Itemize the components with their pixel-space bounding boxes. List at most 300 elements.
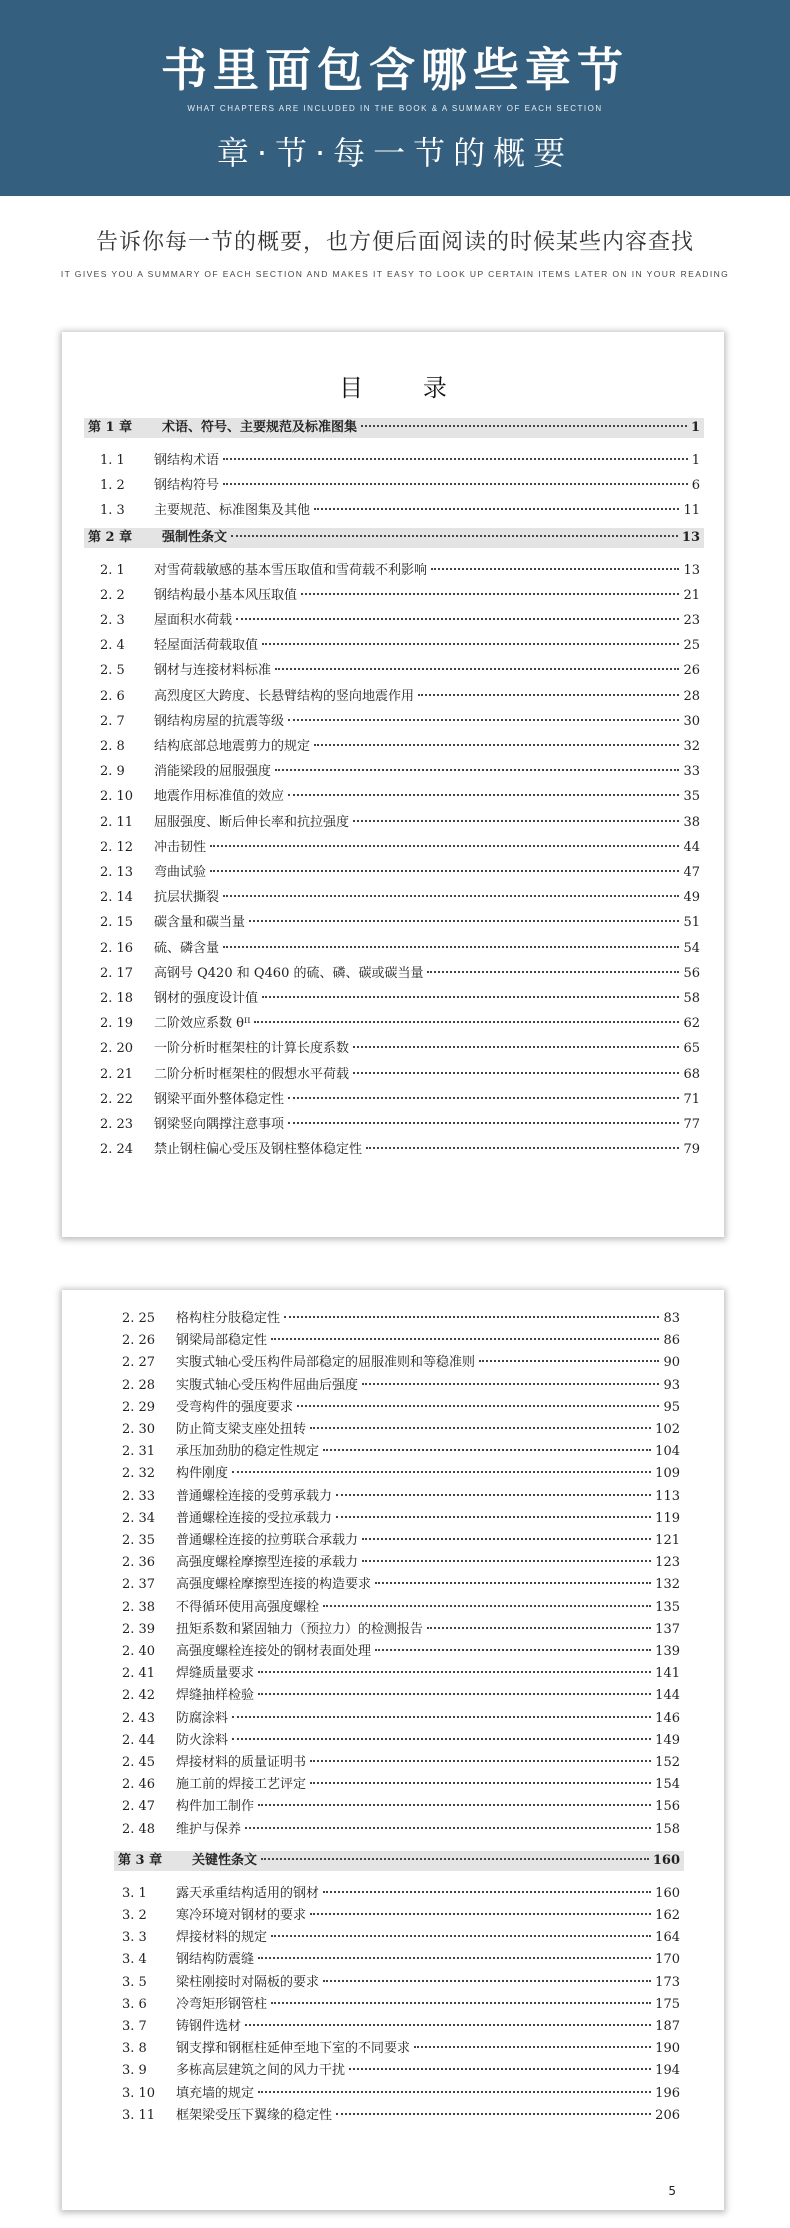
- toc-number: 2. 47: [122, 1799, 156, 1815]
- toc-page-number: 175: [655, 1996, 680, 2012]
- toc-leader-dots: [366, 1147, 679, 1149]
- toc-entry-row[interactable]: [122, 2062, 680, 2080]
- toc-page-number: 21: [683, 587, 700, 603]
- toc-number: 2. 2: [100, 587, 125, 603]
- toc-leader-dots: [275, 668, 679, 670]
- toc-title: 轻屋面活荷载取值: [154, 638, 259, 654]
- banner-subtitle-en: WHAT CHAPTERS ARE INCLUDED IN THE BOOK & A SUMMARY OF EACH SECTION: [187, 104, 603, 113]
- toc-title: 承压加劲肋的稳定性规定: [176, 1444, 320, 1460]
- toc-page-number: 44: [683, 839, 700, 855]
- toc-number: 2. 22: [100, 1091, 134, 1107]
- toc-number: 2. 10: [100, 789, 134, 805]
- toc-title: 强制性条文: [162, 529, 228, 545]
- toc-title: 防止简支梁支座处扭转: [176, 1422, 307, 1437]
- toc-entry-row[interactable]: [122, 1332, 680, 1350]
- toc-page-number: 160: [652, 1852, 680, 1868]
- toc-page-number: 35: [683, 789, 700, 805]
- toc-number: 2. 38: [122, 1599, 156, 1615]
- toc-page-number: 13: [681, 529, 700, 545]
- toc-chapter-row[interactable]: [84, 418, 704, 438]
- toc-number: 3. 8: [122, 2041, 147, 2057]
- toc-entry-row[interactable]: [122, 1776, 680, 1794]
- toc-title: 钢结构防震缝: [176, 1952, 255, 1968]
- toc-leader-dots: [288, 719, 679, 721]
- toc-number: 2. 16: [100, 940, 134, 956]
- toc-number: 2. 17: [100, 965, 134, 981]
- toc-page-number: 104: [655, 1444, 680, 1460]
- toc-entry-row[interactable]: [122, 1710, 680, 1728]
- toc-number: 3. 4: [122, 1952, 147, 1968]
- toc-page-1: [62, 332, 724, 1237]
- toc-leader-dots: [223, 458, 688, 460]
- toc-entry-row[interactable]: [122, 1599, 680, 1617]
- toc-number: 2. 33: [122, 1488, 156, 1504]
- toc-number: 第 1 章: [88, 420, 133, 435]
- toc-page-number: 32: [683, 739, 700, 754]
- toc-entry-row[interactable]: [122, 1354, 680, 1372]
- toc-number: 2. 48: [122, 1821, 156, 1837]
- toc-leader-dots: [349, 2068, 651, 2070]
- toc-entry-row[interactable]: [122, 1443, 680, 1461]
- toc-number: 2. 26: [122, 1333, 156, 1349]
- toc-page-number: 206: [655, 2107, 680, 2123]
- toc-title: 冲击韧性: [154, 839, 207, 855]
- toc-title: 受弯构件的强度要求: [176, 1399, 294, 1415]
- toc-title: 格构柱分肢稳定性: [176, 1311, 281, 1326]
- toc-page-number: 79: [683, 1142, 700, 1158]
- toc-number: 2. 7: [100, 713, 125, 729]
- toc-entry-row[interactable]: [100, 788, 700, 806]
- toc-leader-dots: [232, 1738, 651, 1740]
- toc-number: 2. 15: [100, 915, 134, 931]
- toc-title: 实腹式轴心受压构件局部稳定的屈服准则和等稳准则: [176, 1355, 476, 1371]
- toc-page-number: 56: [683, 965, 700, 981]
- toc-entry-row[interactable]: [122, 1665, 680, 1683]
- toc-title: 弯曲试验: [154, 865, 207, 880]
- toc-number: 3. 10: [122, 2085, 156, 2101]
- toc-leader-dots: [262, 996, 679, 998]
- toc-entry-row[interactable]: [100, 738, 700, 756]
- toc-entry-row[interactable]: [100, 477, 700, 495]
- toc-entry-row[interactable]: [122, 1885, 680, 1903]
- toc-page-number: 25: [683, 638, 700, 654]
- toc-entry-row[interactable]: [100, 1141, 700, 1159]
- toc-page-number: 162: [655, 1908, 680, 1923]
- toc-leader-dots: [258, 1804, 651, 1806]
- toc-leader-dots: [258, 1671, 651, 1673]
- toc-entry-row[interactable]: [100, 914, 700, 932]
- toc-page-number: 113: [655, 1488, 680, 1504]
- toc-number: 2. 1: [100, 562, 125, 578]
- toc-entry-row[interactable]: [100, 612, 700, 630]
- toc-leader-dots: [336, 1494, 651, 1496]
- toc-leader-dots: [418, 694, 679, 696]
- toc-number: 2. 39: [122, 1621, 156, 1637]
- toc-title: 钢结构符号: [154, 478, 220, 494]
- toc-leader-dots: [362, 1538, 651, 1540]
- toc-leader-dots: [258, 1693, 651, 1695]
- toc-number: 2. 32: [122, 1466, 156, 1482]
- toc-title: 普通螺栓连接的受剪承载力: [176, 1488, 333, 1504]
- toc-number: 2. 46: [122, 1777, 156, 1793]
- toc-leader-dots: [223, 946, 679, 948]
- toc-page-number: 164: [655, 1930, 680, 1946]
- toc-entry-row[interactable]: [122, 1821, 680, 1839]
- toc-leader-dots: [249, 920, 679, 922]
- toc-page-number: 119: [655, 1510, 680, 1526]
- toc-entry-row[interactable]: [100, 1066, 700, 1084]
- toc-entry-row[interactable]: [100, 1116, 700, 1134]
- toc-entry-row[interactable]: [100, 990, 700, 1008]
- toc-leader-dots: [210, 870, 679, 872]
- toc-title: 防腐涂料: [176, 1710, 229, 1726]
- toc-entry-row[interactable]: [100, 662, 700, 680]
- toc-number: 2. 12: [100, 839, 134, 855]
- toc-leader-dots: [427, 1627, 651, 1629]
- toc-entry-row[interactable]: [122, 1532, 680, 1550]
- toc-number: 2. 5: [100, 663, 125, 679]
- banner-subtitle-cn: 章·节·每一节的概要: [216, 134, 574, 172]
- toc-page-number: 196: [655, 2085, 680, 2101]
- toc-leader-dots: [323, 1891, 651, 1893]
- toc-page-number: 173: [655, 1974, 680, 1990]
- toc-number: 2. 9: [100, 764, 125, 780]
- toc-entry-row[interactable]: [122, 1421, 680, 1439]
- toc-leader-dots: [210, 845, 679, 847]
- toc-entry-row[interactable]: [122, 1951, 680, 1969]
- toc-number: 2. 4: [100, 638, 125, 654]
- toc-entry-row[interactable]: [122, 2018, 680, 2036]
- toc-title: 屋面积水荷载: [154, 613, 233, 628]
- toc-number: 3. 6: [122, 1996, 147, 2012]
- toc-title: 施工前的焊接工艺评定: [176, 1777, 307, 1793]
- toc-title: 抗层状撕裂: [154, 890, 220, 906]
- toc-page-number: 135: [655, 1599, 680, 1615]
- toc-entry-row[interactable]: [122, 1377, 680, 1395]
- toc-page-number: 65: [683, 1041, 700, 1057]
- toc-leader-dots: [479, 1360, 659, 1362]
- toc-number: 2. 30: [122, 1422, 156, 1437]
- toc-entry-row[interactable]: [100, 587, 700, 605]
- toc-page-number: 170: [655, 1952, 680, 1968]
- toc-number: 2. 31: [122, 1444, 156, 1460]
- toc-leader-dots: [284, 1316, 659, 1318]
- toc-page-number: 68: [683, 1066, 700, 1082]
- toc-number: 2. 28: [122, 1377, 156, 1393]
- toc-entry-row[interactable]: [122, 1621, 680, 1639]
- toc-number: 2. 25: [122, 1311, 156, 1326]
- toc-number: 2. 13: [100, 865, 134, 880]
- toc-title: 钢支撑和钢框柱延伸至地下室的不同要求: [176, 2041, 411, 2057]
- toc-leader-dots: [362, 1560, 651, 1562]
- toc-page-number: 141: [655, 1666, 680, 1682]
- toc-title: 高强度螺栓连接处的钢材表面处理: [176, 1644, 372, 1659]
- toc-number: 2. 8: [100, 739, 125, 754]
- toc-page-number: 23: [683, 613, 700, 628]
- toc-entry-row[interactable]: [100, 688, 700, 706]
- toc-title: 框架梁受压下翼缘的稳定性: [176, 2107, 333, 2123]
- toc-page-number: 77: [683, 1117, 700, 1132]
- toc-number: 2. 34: [122, 1510, 156, 1526]
- toc-title: 碳含量和碳当量: [154, 915, 246, 931]
- toc-leader-dots: [375, 1582, 651, 1584]
- toc-number: 2. 42: [122, 1688, 156, 1704]
- toc-title: 高烈度区大跨度、长悬臂结构的竖向地震作用: [154, 688, 415, 704]
- toc-page-number: 71: [683, 1091, 700, 1107]
- toc-leader-dots: [245, 1827, 651, 1829]
- toc-title: 铸钢件选材: [176, 2019, 242, 2034]
- toc-title: 构件加工制作: [176, 1799, 255, 1815]
- toc-title: 普通螺栓连接的拉剪联合承载力: [176, 1533, 359, 1548]
- toc-number: 1. 2: [100, 478, 125, 494]
- toc-leader-dots: [223, 895, 679, 897]
- toc-title: 普通螺栓连接的受拉承载力: [176, 1510, 333, 1526]
- toc-leader-dots: [361, 425, 687, 427]
- toc-entry-row[interactable]: [122, 1798, 680, 1816]
- toc-leader-dots: [310, 1782, 651, 1784]
- toc-title: 多栋高层建筑之间的风力干扰: [176, 2063, 346, 2079]
- toc-leader-dots: [336, 1516, 651, 1518]
- toc-heading-left: 目: [339, 374, 364, 402]
- toc-entry-row[interactable]: [122, 1732, 680, 1750]
- toc-title: 屈服强度、断后伸长率和抗拉强度: [154, 814, 350, 830]
- toc-page-number: 102: [655, 1422, 680, 1437]
- toc-entry-row[interactable]: [100, 637, 700, 655]
- toc-page-number: 139: [655, 1644, 680, 1659]
- toc-title: 禁止钢柱偏心受压及钢柱整体稳定性: [154, 1142, 363, 1158]
- toc-title: 主要规范、标准图集及其他: [154, 503, 311, 519]
- toc-entry-row[interactable]: [100, 763, 700, 781]
- toc-entry-row[interactable]: [122, 1907, 680, 1925]
- toc-entry-row[interactable]: [100, 1015, 700, 1033]
- toc-entry-row[interactable]: [100, 502, 700, 520]
- toc-entry-row[interactable]: [122, 1465, 680, 1483]
- toc-title: 焊缝质量要求: [176, 1666, 255, 1682]
- toc-leader-dots: [353, 820, 679, 822]
- toc-title: 二阶分析时框架柱的假想水平荷载: [154, 1066, 350, 1082]
- toc-page-number: 146: [655, 1710, 680, 1726]
- toc-number: 2. 6: [100, 688, 125, 704]
- page-number: 5: [668, 2184, 676, 2198]
- banner-title: 书里面包含哪些章节: [161, 43, 629, 97]
- toc-entry-row[interactable]: [100, 452, 700, 470]
- toc-page-number: 121: [655, 1533, 680, 1548]
- toc-entry-row[interactable]: [100, 839, 700, 857]
- toc-leader-dots: [245, 2024, 651, 2026]
- toc-page-number: 47: [683, 865, 700, 880]
- toc-page-number: 30: [683, 713, 700, 729]
- toc-number: 2. 35: [122, 1533, 156, 1548]
- toc-number: 2. 41: [122, 1666, 156, 1682]
- toc-leader-dots: [301, 593, 679, 595]
- toc-number: 2. 3: [100, 613, 125, 628]
- toc-leader-dots: [232, 1471, 651, 1473]
- toc-title: 钢结构房屋的抗震等级: [154, 713, 285, 729]
- toc-number: 2. 37: [122, 1577, 156, 1593]
- toc-entry-row[interactable]: [122, 1754, 680, 1772]
- toc-leader-dots: [353, 1046, 679, 1048]
- toc-entry-row[interactable]: [122, 1554, 680, 1572]
- toc-leader-dots: [375, 1649, 651, 1651]
- toc-leader-dots: [288, 794, 679, 796]
- toc-page-number: 49: [683, 890, 700, 906]
- toc-entry-row[interactable]: [100, 1091, 700, 1109]
- toc-title: 钢梁局部稳定性: [176, 1333, 268, 1349]
- toc-page-number: 190: [655, 2041, 680, 2057]
- toc-leader-dots: [427, 971, 679, 973]
- toc-number: 2. 23: [100, 1117, 134, 1132]
- toc-leader-dots: [414, 2046, 651, 2048]
- toc-entry-row[interactable]: [122, 1488, 680, 1506]
- toc-number: 2. 11: [100, 814, 134, 830]
- toc-heading-right: 录: [422, 374, 447, 402]
- toc-number: 3. 1: [122, 1885, 147, 1901]
- toc-page-number: 38: [683, 814, 700, 830]
- toc-page-2: [62, 1290, 724, 2210]
- toc-title: 构件刚度: [176, 1466, 229, 1482]
- toc-number: 2. 40: [122, 1644, 156, 1659]
- toc-entry-row[interactable]: [100, 713, 700, 731]
- toc-entry-row[interactable]: [122, 1510, 680, 1528]
- toc-number: 3. 11: [122, 2107, 156, 2123]
- toc-leader-dots: [297, 1405, 659, 1407]
- toc-title: 防火涂料: [176, 1732, 229, 1748]
- toc-leader-dots: [262, 643, 679, 645]
- toc-number: 2. 45: [122, 1755, 156, 1770]
- toc-page-number: 26: [683, 663, 700, 679]
- toc-leader-dots: [323, 1605, 651, 1607]
- toc-page-number: 149: [655, 1732, 680, 1748]
- toc-number: 2. 27: [122, 1355, 156, 1371]
- toc-page-number: 154: [655, 1777, 680, 1793]
- toc-page-number: 58: [683, 991, 700, 1006]
- toc-title: 焊接材料的规定: [176, 1930, 268, 1946]
- toc-title: 钢结构术语: [154, 453, 220, 468]
- toc-title: 焊缝抽样检验: [176, 1688, 255, 1704]
- toc-entry-row[interactable]: [100, 889, 700, 907]
- header-banner: [0, 0, 790, 196]
- tagline-en: IT GIVES YOU A SUMMARY OF EACH SECTION AND MAKES IT EASY TO LOOK UP CERTAIN ITEMS LATER ON IN YOUR READING: [60, 269, 730, 279]
- toc-page-number: 1: [690, 420, 700, 435]
- toc-page-number: 132: [655, 1577, 680, 1593]
- toc-page-number: 62: [683, 1016, 700, 1032]
- toc-chapter-row[interactable]: [84, 528, 704, 548]
- tagline: 告诉你每一节的概要，也方便后面阅读的时候某些内容查找: [95, 230, 694, 255]
- toc-entry-row[interactable]: [122, 1643, 680, 1661]
- toc-leader-dots: [323, 1449, 651, 1451]
- toc-entry-row[interactable]: [100, 1040, 700, 1058]
- toc-leader-dots: [261, 1858, 649, 1860]
- toc-title: 硫、磷含量: [154, 940, 220, 956]
- toc-entry-row[interactable]: [122, 1929, 680, 1947]
- toc-title: 填充墙的规定: [176, 2085, 255, 2101]
- toc-title: 术语、符号、主要规范及标准图集: [162, 420, 358, 435]
- toc-entry-row[interactable]: [122, 1310, 680, 1328]
- toc-chapter-row[interactable]: [114, 1851, 684, 1871]
- toc-page-number: 83: [663, 1311, 680, 1326]
- toc-entry-row[interactable]: [100, 814, 700, 832]
- toc-leader-dots: [236, 618, 679, 620]
- toc-page-number: 93: [663, 1377, 680, 1393]
- toc-page-number: 28: [683, 688, 700, 704]
- toc-number: 2. 19: [100, 1016, 134, 1032]
- toc-page-number: 187: [655, 2019, 680, 2034]
- toc-page-number: 95: [663, 1399, 680, 1415]
- toc-entry-row[interactable]: [122, 2085, 680, 2103]
- toc-leader-dots: [271, 2002, 651, 2004]
- toc-entry-row[interactable]: [100, 562, 700, 580]
- toc-page-number: 144: [655, 1688, 680, 1704]
- toc-leader-dots: [275, 769, 679, 771]
- toc-leader-dots: [231, 535, 678, 537]
- toc-number: 1. 3: [100, 503, 125, 519]
- toc-entry-row[interactable]: [122, 1576, 680, 1594]
- toc-page-number: 6: [691, 478, 700, 494]
- toc-number: 3. 9: [122, 2063, 147, 2079]
- toc-number: 1. 1: [100, 453, 125, 468]
- toc-number: 3. 5: [122, 1974, 147, 1990]
- toc-number: 第 2 章: [88, 529, 133, 545]
- toc-title: 一阶分析时框架柱的计算长度系数: [154, 1041, 350, 1057]
- toc-leader-dots: [232, 1716, 651, 1718]
- toc-entry-row[interactable]: [122, 1687, 680, 1705]
- toc-number: 2. 21: [100, 1066, 134, 1082]
- toc-entry-row[interactable]: [122, 2107, 680, 2125]
- toc-leader-dots: [254, 1021, 679, 1023]
- toc-title: 结构底部总地震剪力的规定: [154, 739, 311, 754]
- toc-title: 寒冷环境对钢材的要求: [176, 1908, 307, 1923]
- toc-leader-dots: [362, 1383, 659, 1385]
- toc-entry-row[interactable]: [100, 864, 700, 882]
- toc-page-number: 11: [683, 503, 700, 519]
- toc-title: 维护与保养: [176, 1821, 242, 1837]
- toc-title: 钢梁竖向隅撑注意事项: [154, 1117, 285, 1132]
- toc-page-number: 158: [655, 1821, 680, 1837]
- toc-leader-dots: [258, 1957, 651, 1959]
- toc-leader-dots: [258, 2091, 651, 2093]
- toc-page-number: 13: [683, 562, 700, 578]
- toc-page-number: 194: [655, 2063, 680, 2079]
- toc-page-number: 90: [663, 1355, 680, 1371]
- toc-entry-row[interactable]: [100, 965, 700, 983]
- toc-number: 2. 43: [122, 1710, 156, 1726]
- toc-number: 3. 3: [122, 1930, 147, 1946]
- toc-entry-row[interactable]: [122, 2040, 680, 2058]
- toc-entry-row[interactable]: [122, 1399, 680, 1417]
- toc-page-number: 160: [655, 1885, 680, 1901]
- toc-page-number: 109: [655, 1466, 680, 1482]
- toc-leader-dots: [310, 1913, 651, 1915]
- toc-number: 3. 7: [122, 2019, 147, 2034]
- toc-number: 2. 44: [122, 1732, 156, 1748]
- toc-entry-row[interactable]: [122, 1996, 680, 2014]
- toc-page-number: 33: [683, 764, 700, 780]
- toc-number: 3. 2: [122, 1908, 147, 1923]
- toc-entry-row[interactable]: [122, 1974, 680, 1992]
- toc-number: 第 3 章: [118, 1852, 163, 1868]
- toc-entry-row[interactable]: [100, 940, 700, 958]
- toc-page-number: 156: [655, 1799, 680, 1815]
- toc-page-number: 51: [683, 915, 700, 931]
- toc-title: 消能梁段的屈服强度: [154, 764, 272, 780]
- toc-page-number: 1: [691, 453, 700, 468]
- toc-title: 不得循环使用高强度螺栓: [176, 1599, 320, 1615]
- toc-leader-dots: [288, 1122, 679, 1124]
- toc-number: 2. 20: [100, 1041, 134, 1057]
- toc-title: 高钢号 Q420 和 Q460 的硫、磷、碳或碳当量: [154, 965, 424, 981]
- toc-page-number: 123: [655, 1555, 680, 1571]
- toc-leader-dots: [353, 1072, 679, 1074]
